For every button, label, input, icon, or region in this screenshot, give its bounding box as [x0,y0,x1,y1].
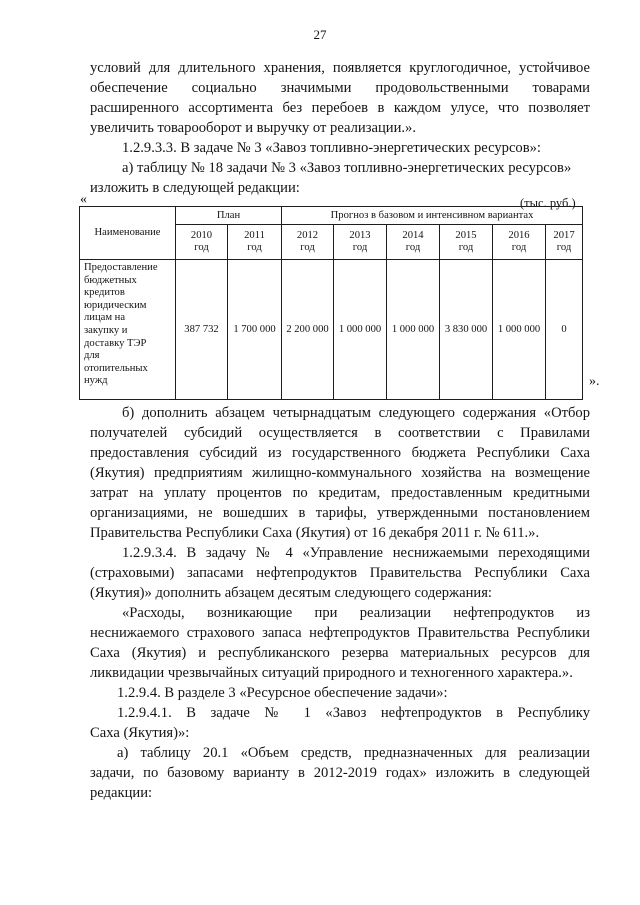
header-forecast: Прогноз в базовом и интенсивном вариантах [282,207,583,225]
text-line: б) дополнить абзацем четырнадцатым следующего содержания «Отбор [122,405,590,421]
value-cell: 387 732 [176,260,228,400]
text-line: изложить в следующей редакции: [90,180,300,196]
text-line: условий для длительного хранения, появляется круглогодичное, устойчивое [90,60,590,76]
year-header: 2017 год [546,225,583,260]
value-cell: 2 200 000 [282,260,334,400]
value-cell: 1 700 000 [228,260,282,400]
year-header: 2016 год [493,225,546,260]
text-line: расширенного ассортимента без перебоев в каждом улусе, что позволяет [90,100,590,116]
value-cell: 1 000 000 [493,260,546,400]
text-line: Правительства Республики Саха (Якутия) от 16 декабря 2011 г. № 611.». [90,525,540,541]
year-header: 2011 год [228,225,282,260]
year-header: 2013 год [334,225,387,260]
text-line: предоставления субсидий из государственного бюджета Республики Саха [90,445,590,461]
page-number: 27 [313,27,327,42]
text-line: Саха (Якутия)»: [90,725,190,741]
text-line: (страховыми) запасами нефтепродуктов Правительства Республики Саха [90,565,590,581]
table-unit: (тыс. руб.) [520,196,576,210]
text-line: (Якутия) предприятиям жилищно-коммунального хозяйства на возмещение [90,465,590,481]
text-line: 1.2.9.4.1. В задаче № 1 «Завоз нефтепродуктов в Республику [117,705,590,721]
text-line: «Расходы, возникающие при реализации нефтепродуктов из [122,605,590,621]
header-name: Наименование [80,207,176,260]
text-line: организациями, не вошедших в тарифы, утвержденными постановлением [90,505,590,521]
year-header: 2014 год [387,225,440,260]
text-line: обеспечение социально значимыми продовольственными товарами [90,80,590,96]
open-quote: « [80,192,87,207]
value-cell: 3 830 000 [440,260,493,400]
text-line: 1.2.9.4. В разделе 3 «Ресурсное обеспечение задачи»: [117,685,448,701]
table-row [80,260,583,400]
text-line: а) таблицу № 18 задачи № 3 «Завоз топливно-энергетических ресурсов» [122,160,572,176]
value-cell: 1 000 000 [387,260,440,400]
budget-table [79,206,583,400]
value-cell: 0 [546,260,583,400]
text-line: а) таблицу 20.1 «Объем средств, предназначенных для реализации [117,745,590,761]
text-line: задачи, по базовому варианту в 2012-2019 годах» изложить в следующей [90,765,590,781]
year-header: 2012 год [282,225,334,260]
text-line: 1.2.9.3.3. В задаче № 3 «Завоз топливно-энергетических ресурсов»: [122,140,541,156]
row-name: Предоставление бюджетных кредитов юридическим лицам на закупку и доставку ТЭР для отопительных нужд [80,260,176,400]
text-line: затрат на уплату процентов по кредитам, предоставленным кредитными [90,485,590,501]
text-line: 1.2.9.3.4. В задачу № 4 «Управление неснижаемыми переходящими [122,545,590,561]
value-cell: 1 000 000 [334,260,387,400]
close-quote: ». [589,374,600,389]
year-header: 2010 год [176,225,228,260]
text-line: получателей субсидий осуществляется в соответствии с Правилами [90,425,590,441]
text-line: Саха (Якутия) и республиканского резерва материальных ресурсов для [90,645,590,661]
text-line: неснижаемого страхового запаса нефтепродуктов Правительства Республики [90,625,590,641]
header-plan: План [176,207,282,225]
year-header: 2015 год [440,225,493,260]
text-line: ликвидации чрезвычайных ситуаций природного и техногенного характера.». [90,665,573,681]
text-line: увеличить товарооборот и выручку от реализации.». [90,120,416,136]
text-line: (Якутия)» дополнить абзацем десятым следующего содержания: [90,585,492,601]
text-line: редакции: [90,785,153,801]
